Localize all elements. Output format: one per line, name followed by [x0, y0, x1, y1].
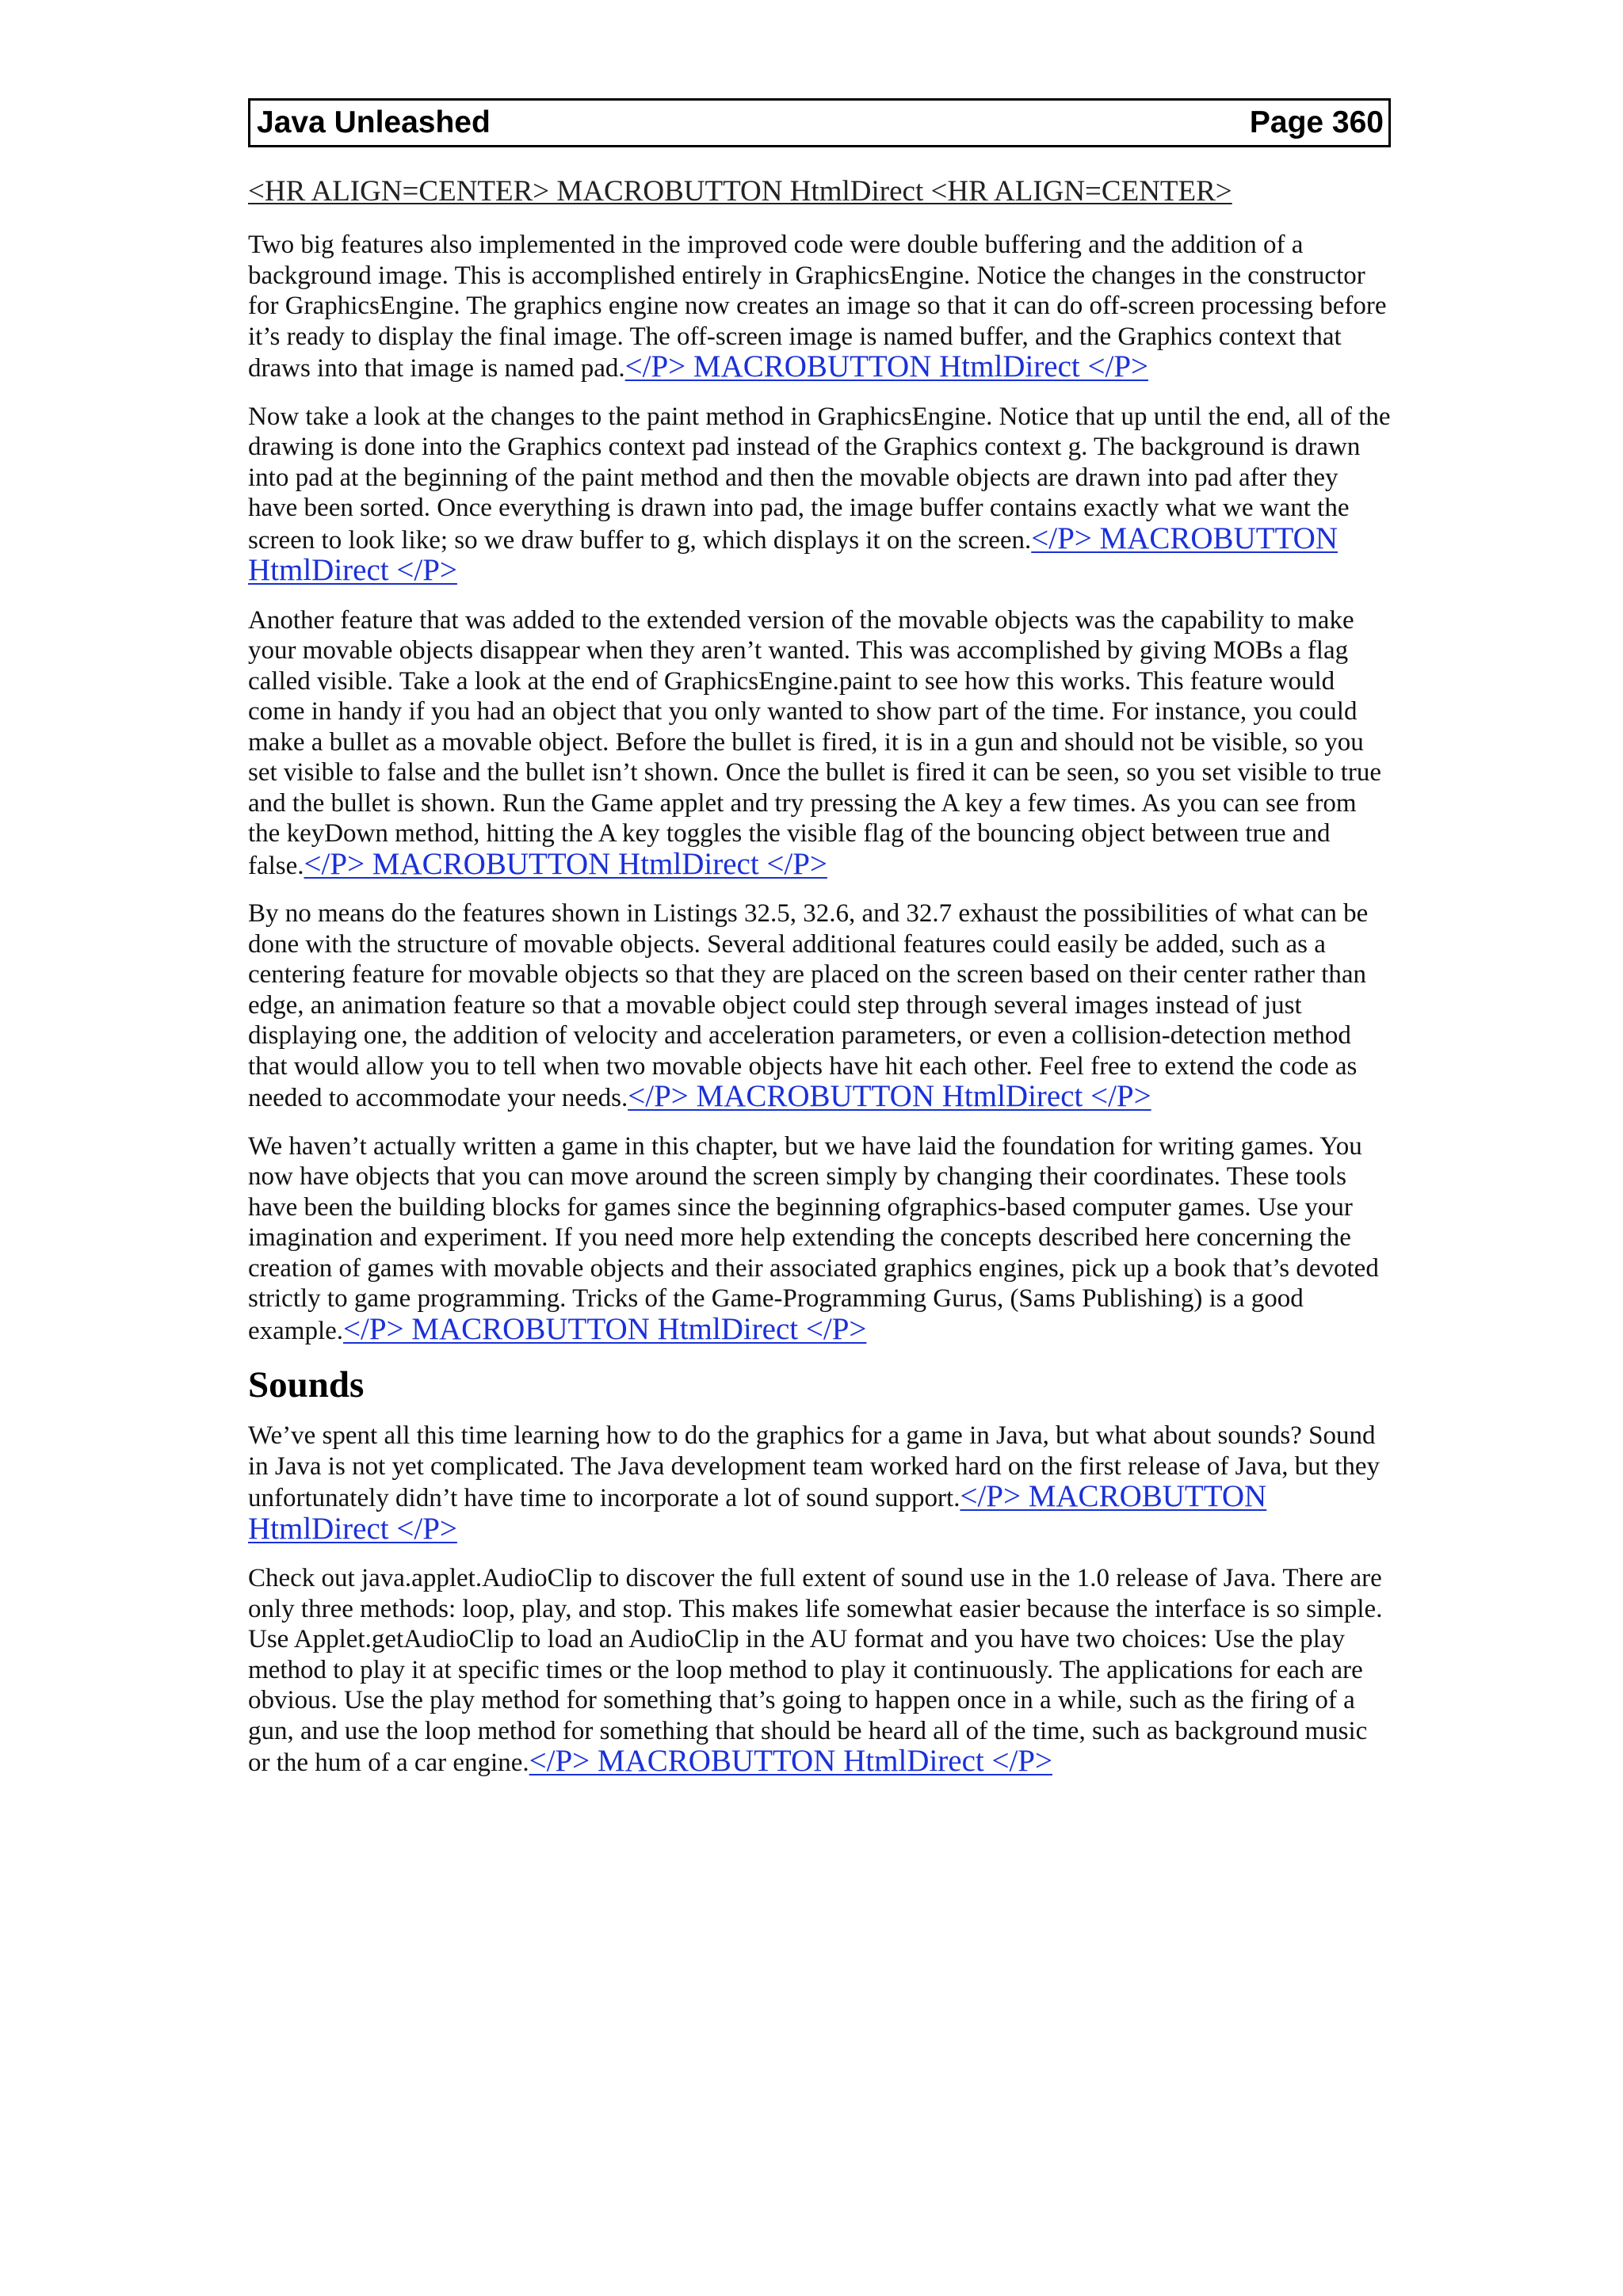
paragraph — [248, 1421, 1391, 1546]
running-header — [248, 98, 1391, 147]
book-title: Java Unleashed — [257, 105, 491, 139]
paragraph-text: We haven’t actually written a game in this chapter, but we have laid the foundation for writing games. You now have objects that you can move around the screen simply by changing their coordinates. These tools have been the building blocks for games since the beginning ofgraphics-based computer games. Use your imagination and experiment. If you need more help extending the concepts described here concerning the creation of games with movable objects and their associated graphics engines, pick up a book that’s devoted strictly to game programming. Tricks of the Game-Programming Gurus, (Sams Publishing) is a good example. — [248, 1131, 1379, 1345]
paragraph-text: Two big features also implemented in the improved code were double buffering and the addition of a background image. This is accomplished entirely in GraphicsEngine. Notice the changes in the constructor for GraphicsEngine. The graphics engine now creates an image so that it can do off-screen processing before it’s ready to display the final image. The off-screen image is named buffer, and the Graphics context that draws into that image is named pad. — [248, 231, 1387, 383]
macrobutton-link[interactable]: </P> MACROBUTTON HtmlDirect </P> — [343, 1311, 867, 1346]
paragraph — [248, 402, 1391, 588]
section-heading-sounds: Sounds — [248, 1364, 365, 1405]
paragraph-text: Now take a look at the changes to the paint method in GraphicsEngine. Notice that up until the end, all of the drawing is done into the Graphics context pad instead of the Graphics context g. The background is drawn into pad at the beginning of the paint method and then the movable objects are drawn into pad after they have been sorted. Once everything is drawn into pad, the image buffer contains exactly what we want the screen to look like; so we draw buffer to g, which displays it on the screen. — [248, 402, 1391, 555]
document-page — [248, 98, 1391, 1779]
paragraph — [248, 898, 1391, 1114]
macrobutton-link[interactable]: </P> MACROBUTTON HtmlDirect </P> — [248, 1479, 1267, 1546]
paragraph-text: Check out java.applet.AudioClip to discover the full extent of sound use in the 1.0 release of Java. There are only three methods: loop, play, and stop. This makes life somewhat easier because the interface is so simple. Use Applet.getAudioClip to load an AudioClip in the AU format and you have two choices: Use the play method to play it at specific times or the loop method to play it continuously. The applications for each are obvious. Use the play method for something that’s going to happen once in a while, such as the firing of a gun, and use the loop method for something that should be heard all of the time, such as background music or the hum of a car engine. — [248, 1564, 1383, 1777]
macrobutton-link[interactable]: </P> MACROBUTTON HtmlDirect </P> — [628, 1079, 1151, 1113]
page-number: Page 360 — [1249, 105, 1384, 139]
paragraph — [248, 1131, 1391, 1347]
paragraph — [248, 1563, 1391, 1779]
paragraph — [248, 230, 1391, 384]
macrobutton-link[interactable]: </P> MACROBUTTON HtmlDirect </P> — [248, 521, 1338, 587]
paragraph-text: By no means do the features shown in Listings 32.5, 32.6, and 32.7 exhaust the possibilities of what can be done with the structure of movable objects. Several additional features could easily be added, such as a centering feature for movable objects so that they are placed on the screen based on their center rather than edge, an animation feature so that a movable object could step through several images instead of just displaying one, the addition of velocity and acceleration parameters, or even a collision-detection method that would allow you to tell when two movable objects have hit each other. Feel free to extend the code as needed to accommodate your needs. — [248, 899, 1369, 1112]
macrobutton-link[interactable]: </P> MACROBUTTON HtmlDirect </P> — [304, 846, 827, 881]
macrobutton-link[interactable]: </P> MACROBUTTON HtmlDirect </P> — [624, 349, 1149, 383]
paragraph-text: We’ve spent all this time learning how to do the graphics for a game in Java, but what about sounds? Sound in Java is not yet complicated. The Java development team worked hard on the first release of Java, but they unfortunately didn’t have time to incorporate a lot of sound support. — [248, 1421, 1381, 1512]
hr-macrobutton-line: <HR ALIGN=CENTER> MACROBUTTON HtmlDirect <HR ALIGN=CENTER> — [248, 175, 1232, 208]
paragraph — [248, 605, 1391, 882]
macrobutton-link[interactable]: </P> MACROBUTTON HtmlDirect </P> — [529, 1744, 1052, 1778]
paragraph-text: Another feature that was added to the extended version of the movable objects was the capability to make your movable objects disappear when they aren’t wanted. This was accomplished by giving MOBs a flag called visible. Take a look at the end of GraphicsEngine.paint to see how this works. This feature would come in handy if you had an object that you only wanted to show part of the time. For instance, you could make a bullet as a movable object. Before the bullet is fired, it is in a gun and should not be visible, so you set visible to false and the bullet isn’t shown. Once the bullet is fired it can be seen, so you set visible to true and the bullet is shown. Run the Game applet and try pressing the A key a few times. As you can see from the keyDown method, hitting the A key toggles the visible flag of the bouncing object between true and false. — [248, 605, 1382, 880]
